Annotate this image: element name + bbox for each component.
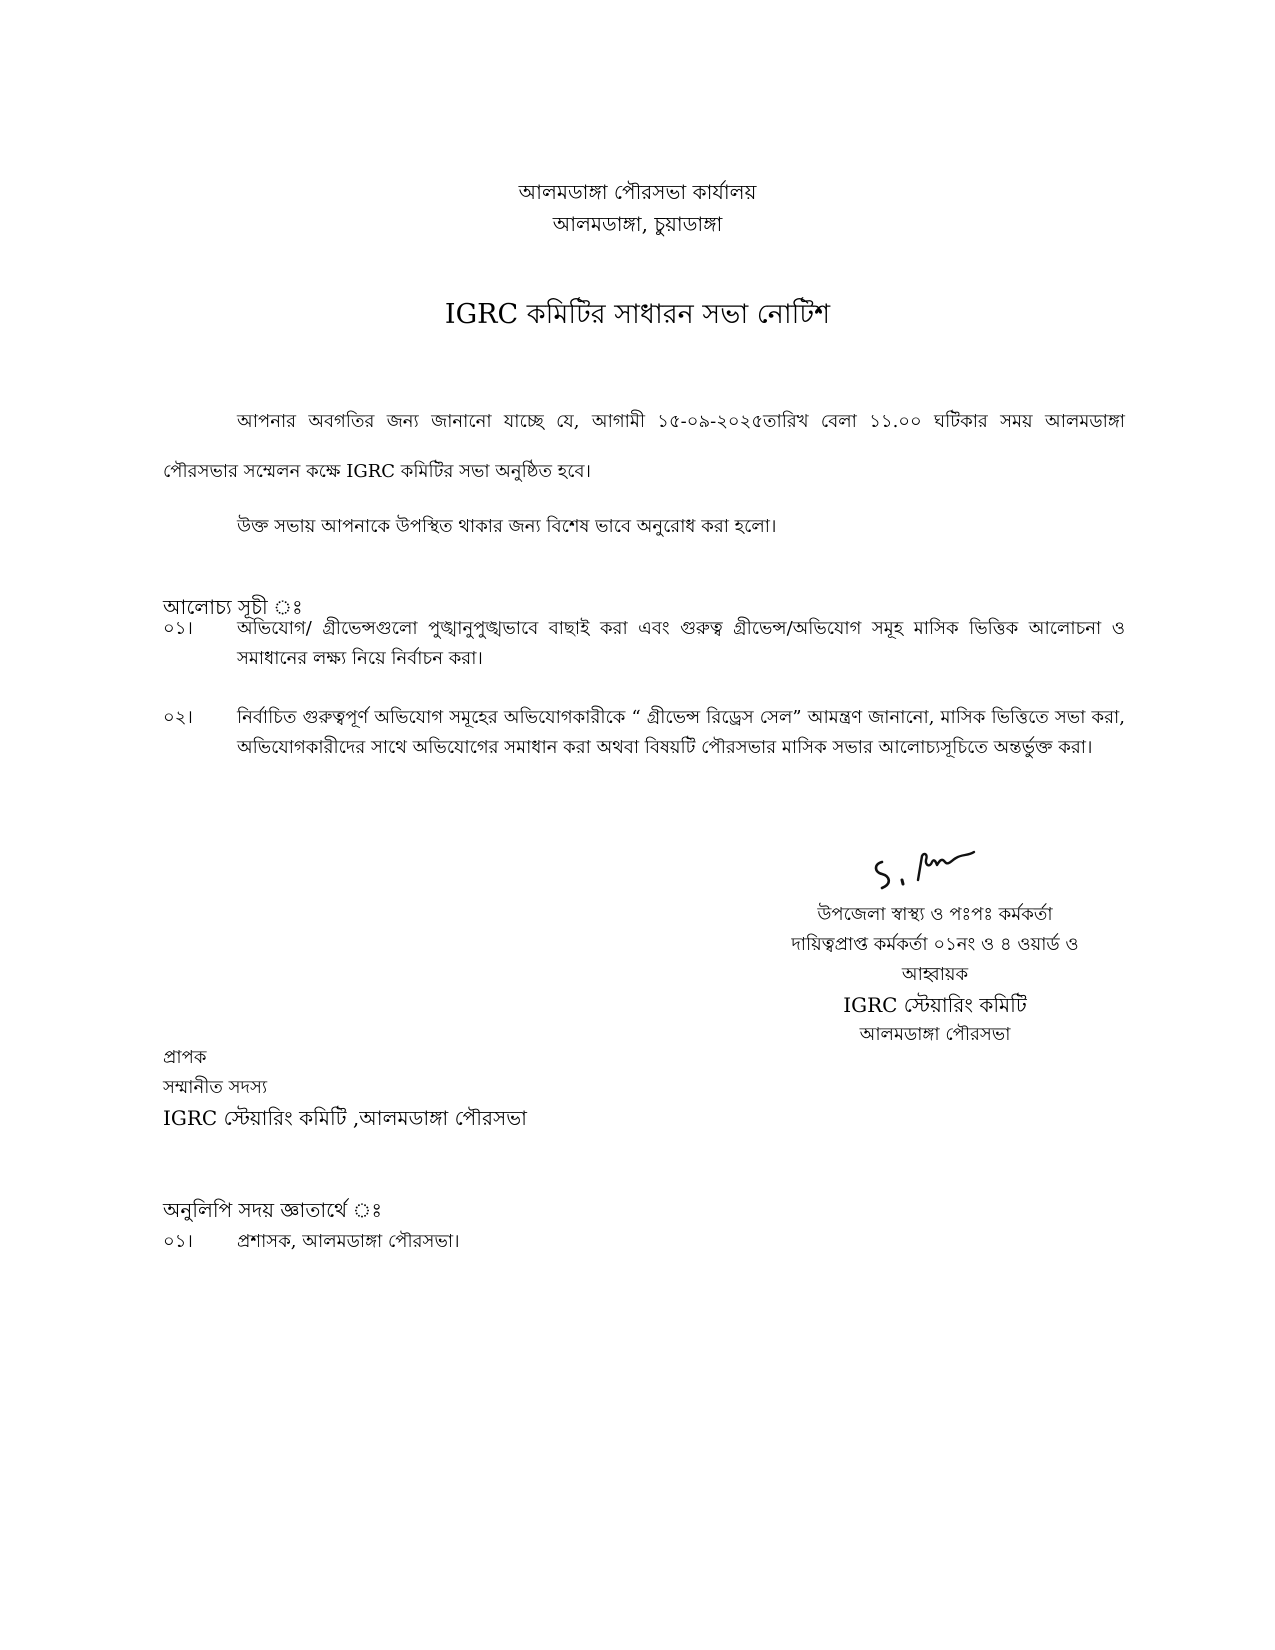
signatory-organization: আলমডাঙ্গা পৌরসভা xyxy=(859,1024,1011,1045)
agenda-item-number: ০২। xyxy=(163,707,193,728)
signatory-committee: IGRC স্টেয়ারিং কমিটি xyxy=(843,993,1027,1017)
signatory-designation: উপজেলা স্বাস্থ্য ও পঃপঃ কর্মকর্তা xyxy=(817,904,1053,925)
signatory-role: আহ্বায়ক xyxy=(901,964,969,985)
notice-paragraph-1: আপনার অবগতির জন্য জানানো যাচ্ছে যে, আগামী ১৫-০৯-২০২৫তারিখ বেলা ১১.০০ ঘটিকার সময় আলমডাঙ্গা পৌরসভার সম্মেলন কক্ষে IGRC কমিটির সভা অনুষ্ঠিত হবে। xyxy=(163,411,1125,482)
office-name: আলমডাঙ্গা পৌরসভা কার্যালয় xyxy=(518,180,757,204)
agenda-item-number: ০১। xyxy=(163,618,193,639)
office-header xyxy=(0,176,1275,240)
recipient-title: সম্মানীত সদস্য xyxy=(163,1077,268,1098)
copy-item-number: ০১। xyxy=(163,1231,193,1252)
recipient-committee: IGRC স্টেয়ারিং কমিটি ,আলমডাঙ্গা পৌরসভা xyxy=(163,1106,527,1130)
office-location: আলমডাঙ্গা, চুয়াডাঙ্গা xyxy=(552,212,723,236)
copy-item xyxy=(163,1227,460,1257)
signatory-responsibility: দায়িত্বপ্রাপ্ত কর্মকর্তা ০১নং ও ৪ ওয়ার্ড ও xyxy=(791,934,1079,955)
agenda-item-text: নির্বাচিত গুরুত্বপূর্ণ অভিযোগ সমূহের অভিযোগকারীকে “ গ্রীভেন্স রিড্রেস সেল” আমন্ত্রণ জানানো, মাসিক ভিত্তিতে সভা করা, অভিযোগকারীদের সাথে অভিযোগের সমাধান করা অথবা বিষয়টি পৌরসভার মাসিক সভার আলোচ্যসূচিতে অন্তর্ভুক্ত করা। xyxy=(237,707,1125,758)
agenda-item-text: অভিযোগ/ গ্রীভেন্সগুলো পুঙ্খানুপুঙ্খভাবে বাছাই করা এবং গুরুত্ব গ্রীভেন্স/অভিযোগ সমূহ মাসিক ভিত্তিক আলোচনা ও সমাধানের লক্ষ্য নিয়ে নির্বাচন করা। xyxy=(237,618,1125,669)
signature-block xyxy=(770,900,1100,1050)
recipient-label: প্রাপক xyxy=(163,1047,207,1068)
agenda-heading: আলোচ্য সূচী ঃ xyxy=(163,595,303,619)
notice-paragraph-2: উক্ত সভায় আপনাকে উপস্থিত থাকার জন্য বিশেষ ভাবে অনুরোধ করা হলো। xyxy=(237,516,777,537)
agenda-item xyxy=(163,703,1125,763)
notice-title: IGRC কমিটির সাধারন সভা নোটিশ xyxy=(444,299,831,330)
copy-heading: অনুলিপি সদয় জ্ঞাতার্থে ঃ xyxy=(163,1198,383,1222)
recipient-block xyxy=(163,1043,527,1133)
agenda-item xyxy=(163,614,1125,674)
copy-item-text: প্রশাসক, আলমডাঙ্গা পৌরসভা। xyxy=(237,1231,460,1252)
